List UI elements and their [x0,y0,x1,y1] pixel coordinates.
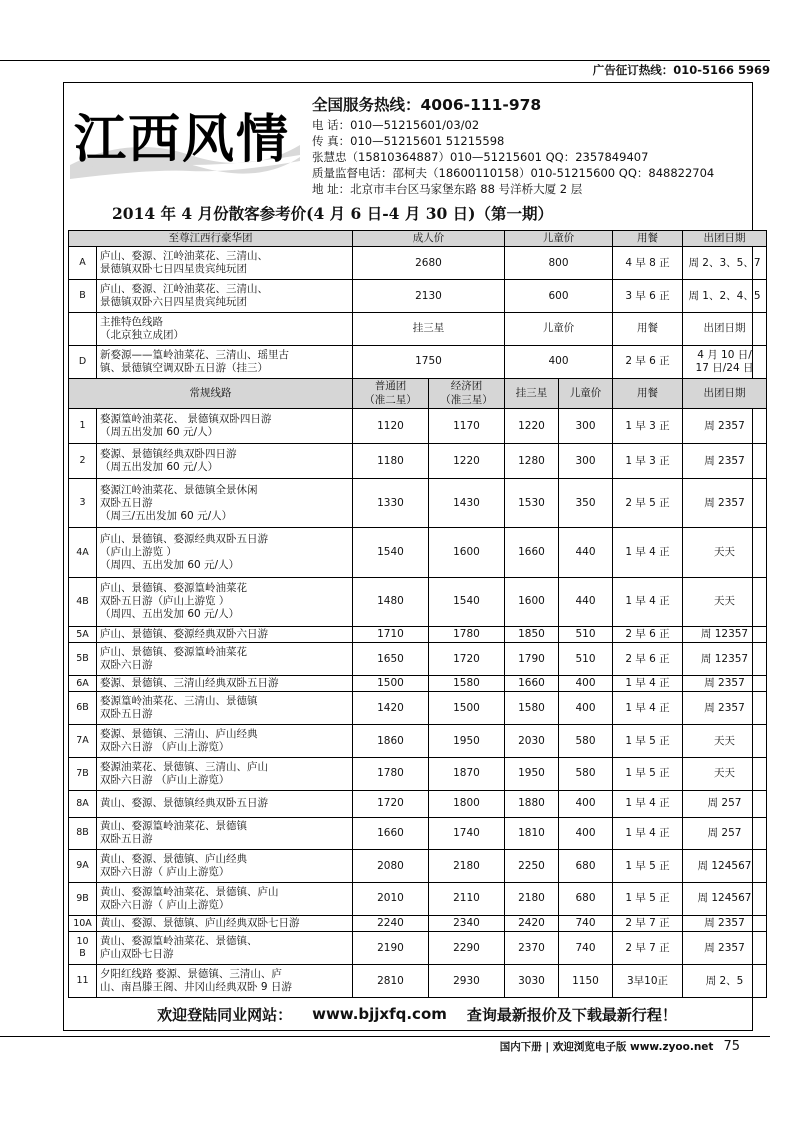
route: 婺源、景德镇、三清山经典双卧五日游 [97,676,353,692]
price-economy: 2340 [429,915,505,931]
price-standard: 1480 [353,577,429,626]
route: 黄山、婺源、景德镇经典双卧五日游 [97,790,353,817]
price-economy: 1740 [429,817,505,850]
adult-price: 2130 [353,280,505,313]
row-id: B [69,280,97,313]
row-id: 8A [69,790,97,817]
row-id: 6B [69,692,97,725]
price-three-star: 1530 [505,479,559,528]
price-three-star: 3030 [505,965,559,998]
price-three-star: 2420 [505,915,559,931]
meal: 2 早 7 正 [613,932,683,965]
child-price: 300 [559,444,613,479]
meal: 1 早 4 正 [613,692,683,725]
price-three-star: 2030 [505,725,559,758]
price-economy: 1220 [429,444,505,479]
supervisor: 质量监督电话：邵柯夫（18600110158）010-51215600 QQ：848822704 [312,166,715,180]
meal: 2 早 7 正 [613,915,683,931]
row-id: 4A [69,528,97,577]
route: 黄山、婺源篁岭油菜花、景德镇、庐山 双卧六日游（ 庐山上游览） [97,883,353,916]
logo-text: 江西风情 [74,109,291,170]
price-three-star: 2250 [505,850,559,883]
adult-price: 1750 [353,345,505,378]
meal: 3早10正 [613,965,683,998]
price-economy: 1800 [429,790,505,817]
adult-price: 2680 [353,247,505,280]
footer-text: 国内下册 | 欢迎浏览电子版 www.zyoo.net [499,1041,714,1053]
row-id: D [69,345,97,378]
fax: 传 真：010—51215601 51215598 [312,134,505,148]
table-row [69,643,767,676]
dates: 出团日期 [683,313,767,346]
child-price: 400 [559,790,613,817]
meal: 1 早 4 正 [613,676,683,692]
header-cell: 普通团 （准二星） [353,378,429,409]
price-standard: 2240 [353,915,429,931]
table-row [69,965,767,998]
price-standard: 1780 [353,758,429,791]
child-price: 600 [505,280,613,313]
route: 庐山、婺源、江岭油菜花、三清山、 景德镇双卧六日四星贵宾纯玩团 [97,280,353,313]
header-cell: 儿童价 [559,378,613,409]
price-three-star: 1660 [505,676,559,692]
meal: 1 早 4 正 [613,790,683,817]
site-banner [68,1000,766,1028]
dates: 周 2357 [683,409,767,444]
page-title: 2014 年 4 月份散客参考价(4 月 6 日-4 月 30 日)（第一期） [112,204,554,223]
ad-hotline: 广告征订热线：010-5166 5969 [592,63,770,77]
meal: 用餐 [613,313,683,346]
page-number: 75 [723,1039,740,1054]
child-price: 740 [559,915,613,931]
row-id-empty [69,313,97,346]
phone: 电 话：010—51215601/03/02 [312,118,480,132]
child-price: 740 [559,932,613,965]
dates: 周 2357 [683,915,767,931]
table-row [69,692,767,725]
price-economy: 1950 [429,725,505,758]
price-three-star: 1280 [505,444,559,479]
price-three-star: 1850 [505,626,559,642]
child-price: 680 [559,850,613,883]
route: 庐山、景德镇、婺源篁岭油菜花 双卧六日游 [97,643,353,676]
price-three-star: 1600 [505,577,559,626]
header-cell: 出团日期 [683,378,767,409]
row-id: 9B [69,883,97,916]
child-price: 400 [559,817,613,850]
dates: 周 12357 [683,626,767,642]
dates: 天天 [683,758,767,791]
price-economy: 1500 [429,692,505,725]
price-economy: 2930 [429,965,505,998]
row-id: 11 [69,965,97,998]
row-id: 10 B [69,932,97,965]
price-three-star: 1810 [505,817,559,850]
price-standard: 2080 [353,850,429,883]
header-cell: 挂三星 [505,378,559,409]
dates: 周 1、2、4、5 [683,280,767,313]
route: 婺源篁岭油菜花、三清山、景德镇 双卧五日游 [97,692,353,725]
banner-right: 查询最新报价及下载最新行程！ [466,1005,677,1024]
table-row [69,932,767,965]
table-row [69,479,767,528]
section1-header [69,231,767,247]
header-cell: 至尊江西行豪华团 [69,231,353,247]
meal: 1 早 3 正 [613,409,683,444]
price-standard: 2190 [353,932,429,965]
price-economy: 1600 [429,528,505,577]
price-three-star: 1880 [505,790,559,817]
header-cell: 常规线路 [69,378,353,409]
child-price: 440 [559,577,613,626]
price-three-star: 1660 [505,528,559,577]
top-divider [0,60,770,61]
row-id: 3 [69,479,97,528]
price-standard: 1330 [353,479,429,528]
section2-header [69,378,767,409]
row-id: 4B [69,577,97,626]
price-standard: 1540 [353,528,429,577]
route: 主推特色线路 （北京独立成团） [97,313,353,346]
dates: 周 2357 [683,444,767,479]
price-standard: 1660 [353,817,429,850]
adult-price: 挂三星 [353,313,505,346]
price-economy: 2110 [429,883,505,916]
row-id: 1 [69,409,97,444]
dates: 天天 [683,528,767,577]
table-row [69,817,767,850]
meal: 4 早 8 正 [613,247,683,280]
dates: 周 124567 [683,850,767,883]
dates: 天天 [683,577,767,626]
meal: 1 早 5 正 [613,725,683,758]
route: 夕阳红线路 婺源、景德镇、三清山、庐 山、南昌滕王阁、井冈山经典双卧 9 日游 [97,965,353,998]
dates: 周 2357 [683,676,767,692]
table-row [69,626,767,642]
table-row [69,850,767,883]
header-cell: 用餐 [613,231,683,247]
contact: 张慧忠（15810364887）010—51215601 QQ：2357849407 [312,150,649,164]
table-row [69,247,767,280]
child-price: 580 [559,758,613,791]
route: 婺源篁岭油菜花、 景德镇双卧四日游 （周五出发加 60 元/人） [97,409,353,444]
child-price: 300 [559,409,613,444]
price-three-star: 2180 [505,883,559,916]
header-cell: 用餐 [613,378,683,409]
banner-left: 欢迎登陆同业网站： [157,1005,293,1024]
meal: 1 早 4 正 [613,577,683,626]
child-price: 580 [559,725,613,758]
meal: 1 早 5 正 [613,850,683,883]
row-id: 7A [69,725,97,758]
meal: 2 早 6 正 [613,345,683,378]
route: 黄山、婺源篁岭油菜花、景德镇 双卧五日游 [97,817,353,850]
price-standard: 1860 [353,725,429,758]
route: 黄山、婺源、景德镇、庐山经典双卧七日游 [97,915,353,931]
page-footer [500,1039,740,1054]
dates: 周 2357 [683,479,767,528]
row-id: 5B [69,643,97,676]
child-price: 510 [559,643,613,676]
dates: 周 2357 [683,692,767,725]
child-price: 400 [559,692,613,725]
row-id: A [69,247,97,280]
child-price: 800 [505,247,613,280]
row-id: 9A [69,850,97,883]
meal: 1 早 5 正 [613,883,683,916]
route: 婺源、景德镇经典双卧四日游 （周五出发加 60 元/人） [97,444,353,479]
route: 庐山、景德镇、婺源经典双卧六日游 [97,626,353,642]
row-id: 5A [69,626,97,642]
price-economy: 1540 [429,577,505,626]
price-standard: 1180 [353,444,429,479]
meal: 1 早 4 正 [613,817,683,850]
route: 黄山、婺源、景德镇、庐山经典 双卧六日游（ 庐山上游览） [97,850,353,883]
table-row [69,280,767,313]
price-three-star: 1220 [505,409,559,444]
dates: 周 2、5 [683,965,767,998]
price-standard: 2810 [353,965,429,998]
header-cell: 经济团 （准三星） [429,378,505,409]
table-row [69,790,767,817]
table-row [69,577,767,626]
section1-subheader [69,313,767,346]
price-standard: 1500 [353,676,429,692]
route: 庐山、景德镇、婺源篁岭油菜花 双卧五日游（庐山上游览 ） （周四、五出发加 60 元/人） [97,577,353,626]
meal: 2 早 5 正 [613,479,683,528]
child-price: 680 [559,883,613,916]
price-three-star: 2370 [505,932,559,965]
price-economy: 2180 [429,850,505,883]
price-standard: 1120 [353,409,429,444]
route: 庐山、婺源、江岭油菜花、三清山、 景德镇双卧七日四星贵宾纯玩团 [97,247,353,280]
price-economy: 1720 [429,643,505,676]
price-standard: 1420 [353,692,429,725]
route: 婺源、景德镇、三清山、庐山经典 双卧六日游 （庐山上游览） [97,725,353,758]
bottom-divider [0,1036,770,1037]
table-row [69,725,767,758]
row-id: 10A [69,915,97,931]
table-row [69,915,767,931]
child-price: 400 [505,345,613,378]
meal: 2 早 6 正 [613,626,683,642]
price-economy: 2290 [429,932,505,965]
table-row [69,528,767,577]
row-id: 7B [69,758,97,791]
dates: 周 12357 [683,643,767,676]
child-price: 350 [559,479,613,528]
table-row [69,758,767,791]
meal: 2 早 6 正 [613,643,683,676]
price-three-star: 1580 [505,692,559,725]
price-standard: 2010 [353,883,429,916]
table-row [69,676,767,692]
child-price: 510 [559,626,613,642]
dates: 天天 [683,725,767,758]
price-three-star: 1950 [505,758,559,791]
route: 黄山、婺源篁岭油菜花、景德镇、 庐山双卧七日游 [97,932,353,965]
dates: 4 月 10 日/ 17 日/24 日 [683,345,767,378]
price-economy: 1870 [429,758,505,791]
table-row [69,444,767,479]
dates: 周 257 [683,817,767,850]
table-row [69,345,767,378]
header-cell: 儿童价 [505,231,613,247]
route: 新婺源——篁岭油菜花、三清山、瑶里古 镇、景德镇空调双卧五日游（挂三） [97,345,353,378]
dates: 周 2357 [683,932,767,965]
price-table [68,230,767,998]
child-price: 1150 [559,965,613,998]
price-standard: 1650 [353,643,429,676]
price-economy: 1780 [429,626,505,642]
dates: 周 2、3、5、7 [683,247,767,280]
child-price: 440 [559,528,613,577]
meal: 1 早 4 正 [613,528,683,577]
dates: 周 257 [683,790,767,817]
header-cell: 出团日期 [683,231,767,247]
header-cell: 成人价 [353,231,505,247]
route: 婺源油菜花、景德镇、三清山、庐山 双卧六日游 （庐山上游览） [97,758,353,791]
price-three-star: 1790 [505,643,559,676]
row-id: 2 [69,444,97,479]
row-id: 6A [69,676,97,692]
price-economy: 1170 [429,409,505,444]
route: 庐山、景德镇、婺源经典双卧五日游 （庐山上游览 ） （周四、五出发加 60 元/人） [97,528,353,577]
row-id: 8B [69,817,97,850]
meal: 1 早 5 正 [613,758,683,791]
price-standard: 1710 [353,626,429,642]
meal: 3 早 6 正 [613,280,683,313]
logo [70,95,300,180]
service-hotline: 全国服务热线：4006-111-978 [312,96,542,114]
price-economy: 1430 [429,479,505,528]
child-price: 儿童价 [505,313,613,346]
address: 地 址：北京市丰台区马家堡东路 88 号洋桥大厦 2 层 [312,182,583,196]
route: 婺源江岭油菜花、景德镇全景休闲 双卧五日游 （周三/五出发加 60 元/人） [97,479,353,528]
price-economy: 1580 [429,676,505,692]
site-link[interactable]: www.bjjxfq.com [312,1005,447,1023]
child-price: 400 [559,676,613,692]
price-standard: 1720 [353,790,429,817]
dates: 周 124567 [683,883,767,916]
meal: 1 早 3 正 [613,444,683,479]
table-row [69,409,767,444]
table-row [69,883,767,916]
